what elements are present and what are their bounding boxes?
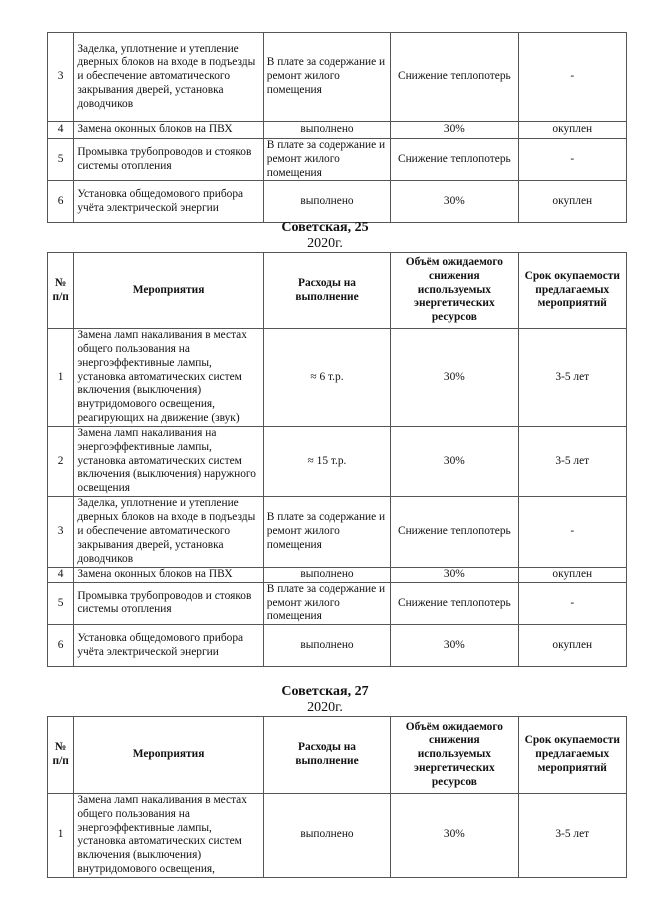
row-number: 4: [48, 122, 74, 139]
measure-cell: Установка общедомового прибора учёта электрической энергии: [74, 181, 263, 223]
measure-cell: Замена ламп накаливания в местах общего пользования на энергоэффективные лампы, установка автоматических систем включения (выключения) внутридомового освещения,: [74, 794, 263, 878]
row-number: 1: [48, 329, 74, 427]
row-number: 3: [48, 496, 74, 567]
volume-cell: Снижение теплопотерь: [391, 496, 518, 567]
header-volume: Объём ожидаемого снижения используемых энергетических ресурсов: [391, 253, 518, 329]
measure-cell: Установка общедомового прибора учёта электрической энергии: [74, 625, 263, 667]
table-sovetskaya-27: [47, 716, 627, 878]
measure-cell: Замена ламп накаливания в местах общего пользования на энергоэффективные лампы, установка автоматических систем включения (выключения) внутридомового освещения, реагирующих на движение (звук): [74, 329, 263, 427]
table-sovetskaya-25: [47, 252, 627, 667]
header-costs: Расходы на выполнение: [263, 253, 390, 329]
volume-cell: Снижение теплопотерь: [391, 582, 518, 624]
row-number: 2: [48, 427, 74, 497]
header-num: № п/п: [48, 717, 74, 794]
payback-cell: -: [518, 33, 626, 122]
cost-cell: ≈ 15 т.р.: [263, 427, 390, 497]
payback-cell: 3-5 лет: [518, 329, 626, 427]
table-row: [48, 625, 627, 667]
header-costs: Расходы на выполнение: [263, 717, 390, 794]
cost-cell: ≈ 6 т.р.: [263, 329, 390, 427]
cost-cell: выполнено: [263, 122, 390, 139]
row-number: 6: [48, 181, 74, 223]
volume-cell: 30%: [391, 329, 518, 427]
row-number: 3: [48, 33, 74, 122]
cost-cell: В плате за содержание и ремонт жилого помещения: [263, 139, 390, 181]
measure-cell: Заделка, уплотнение и утепление дверных блоков на входе в подъезды и обеспечение автоматического закрывания дверей, установка доводчиков: [74, 33, 263, 122]
volume-cell: Снижение теплопотерь: [391, 139, 518, 181]
payback-cell: -: [518, 139, 626, 181]
row-number: 1: [48, 794, 74, 878]
header-measures: Мероприятия: [74, 253, 263, 329]
payback-cell: -: [518, 496, 626, 567]
table-row: [48, 139, 627, 181]
payback-cell: -: [518, 582, 626, 624]
volume-cell: 30%: [391, 427, 518, 497]
table-header-row: [48, 717, 627, 794]
cost-cell: выполнено: [263, 181, 390, 223]
row-number: 5: [48, 582, 74, 624]
volume-cell: Снижение теплопотерь: [391, 33, 518, 122]
payback-cell: 3-5 лет: [518, 794, 626, 878]
table-row: [48, 496, 627, 567]
payback-cell: 3-5 лет: [518, 427, 626, 497]
table-row: [48, 582, 627, 624]
measure-cell: Замена ламп накаливания на энергоэффективные лампы, установка автоматических систем включения (выключения) наружного освещения: [74, 427, 263, 497]
section-year: 2020г.: [307, 236, 343, 251]
header-volume: Объём ожидаемого снижения используемых энергетических ресурсов: [391, 717, 518, 794]
table-header-row: [48, 253, 627, 329]
measure-cell: Заделка, уплотнение и утепление дверных блоков на входе в подъезды и обеспечение автоматического закрывания дверей, установка доводчиков: [74, 496, 263, 567]
table-row: [48, 329, 627, 427]
payback-cell: окуплен: [518, 122, 626, 139]
table-row: [48, 794, 627, 878]
volume-cell: 30%: [391, 625, 518, 667]
cost-cell: выполнено: [263, 625, 390, 667]
table-row: [48, 427, 627, 497]
measure-cell: Промывка трубопроводов и стояков системы отопления: [74, 139, 263, 181]
payback-cell: окуплен: [518, 625, 626, 667]
table-row: [48, 181, 627, 223]
cost-cell: выполнено: [263, 794, 390, 878]
cost-cell: выполнено: [263, 567, 390, 582]
row-number: 5: [48, 139, 74, 181]
measure-cell: Промывка трубопроводов и стояков системы отопления: [74, 582, 263, 624]
table-row: [48, 567, 627, 582]
measure-cell: Замена оконных блоков на ПВХ: [74, 567, 263, 582]
volume-cell: 30%: [391, 181, 518, 223]
section-title: Советская, 25: [281, 220, 369, 235]
cost-cell: В плате за содержание и ремонт жилого помещения: [263, 582, 390, 624]
table-row: [48, 122, 627, 139]
header-payback: Срок окупаемости предлагаемых мероприятий: [518, 253, 626, 329]
payback-cell: окуплен: [518, 567, 626, 582]
volume-cell: 30%: [391, 122, 518, 139]
table-continued: [47, 32, 627, 223]
cost-cell: В плате за содержание и ремонт жилого помещения: [263, 33, 390, 122]
section-year: 2020г.: [307, 700, 343, 715]
table-row: [48, 33, 627, 122]
payback-cell: окуплен: [518, 181, 626, 223]
header-num: № п/п: [48, 253, 74, 329]
row-number: 6: [48, 625, 74, 667]
header-measures: Мероприятия: [74, 717, 263, 794]
volume-cell: 30%: [391, 567, 518, 582]
row-number: 4: [48, 567, 74, 582]
cost-cell: В плате за содержание и ремонт жилого помещения: [263, 496, 390, 567]
section-title: Советская, 27: [281, 684, 369, 699]
volume-cell: 30%: [391, 794, 518, 878]
measure-cell: Замена оконных блоков на ПВХ: [74, 122, 263, 139]
header-payback: Срок окупаемости предлагаемых мероприятий: [518, 717, 626, 794]
